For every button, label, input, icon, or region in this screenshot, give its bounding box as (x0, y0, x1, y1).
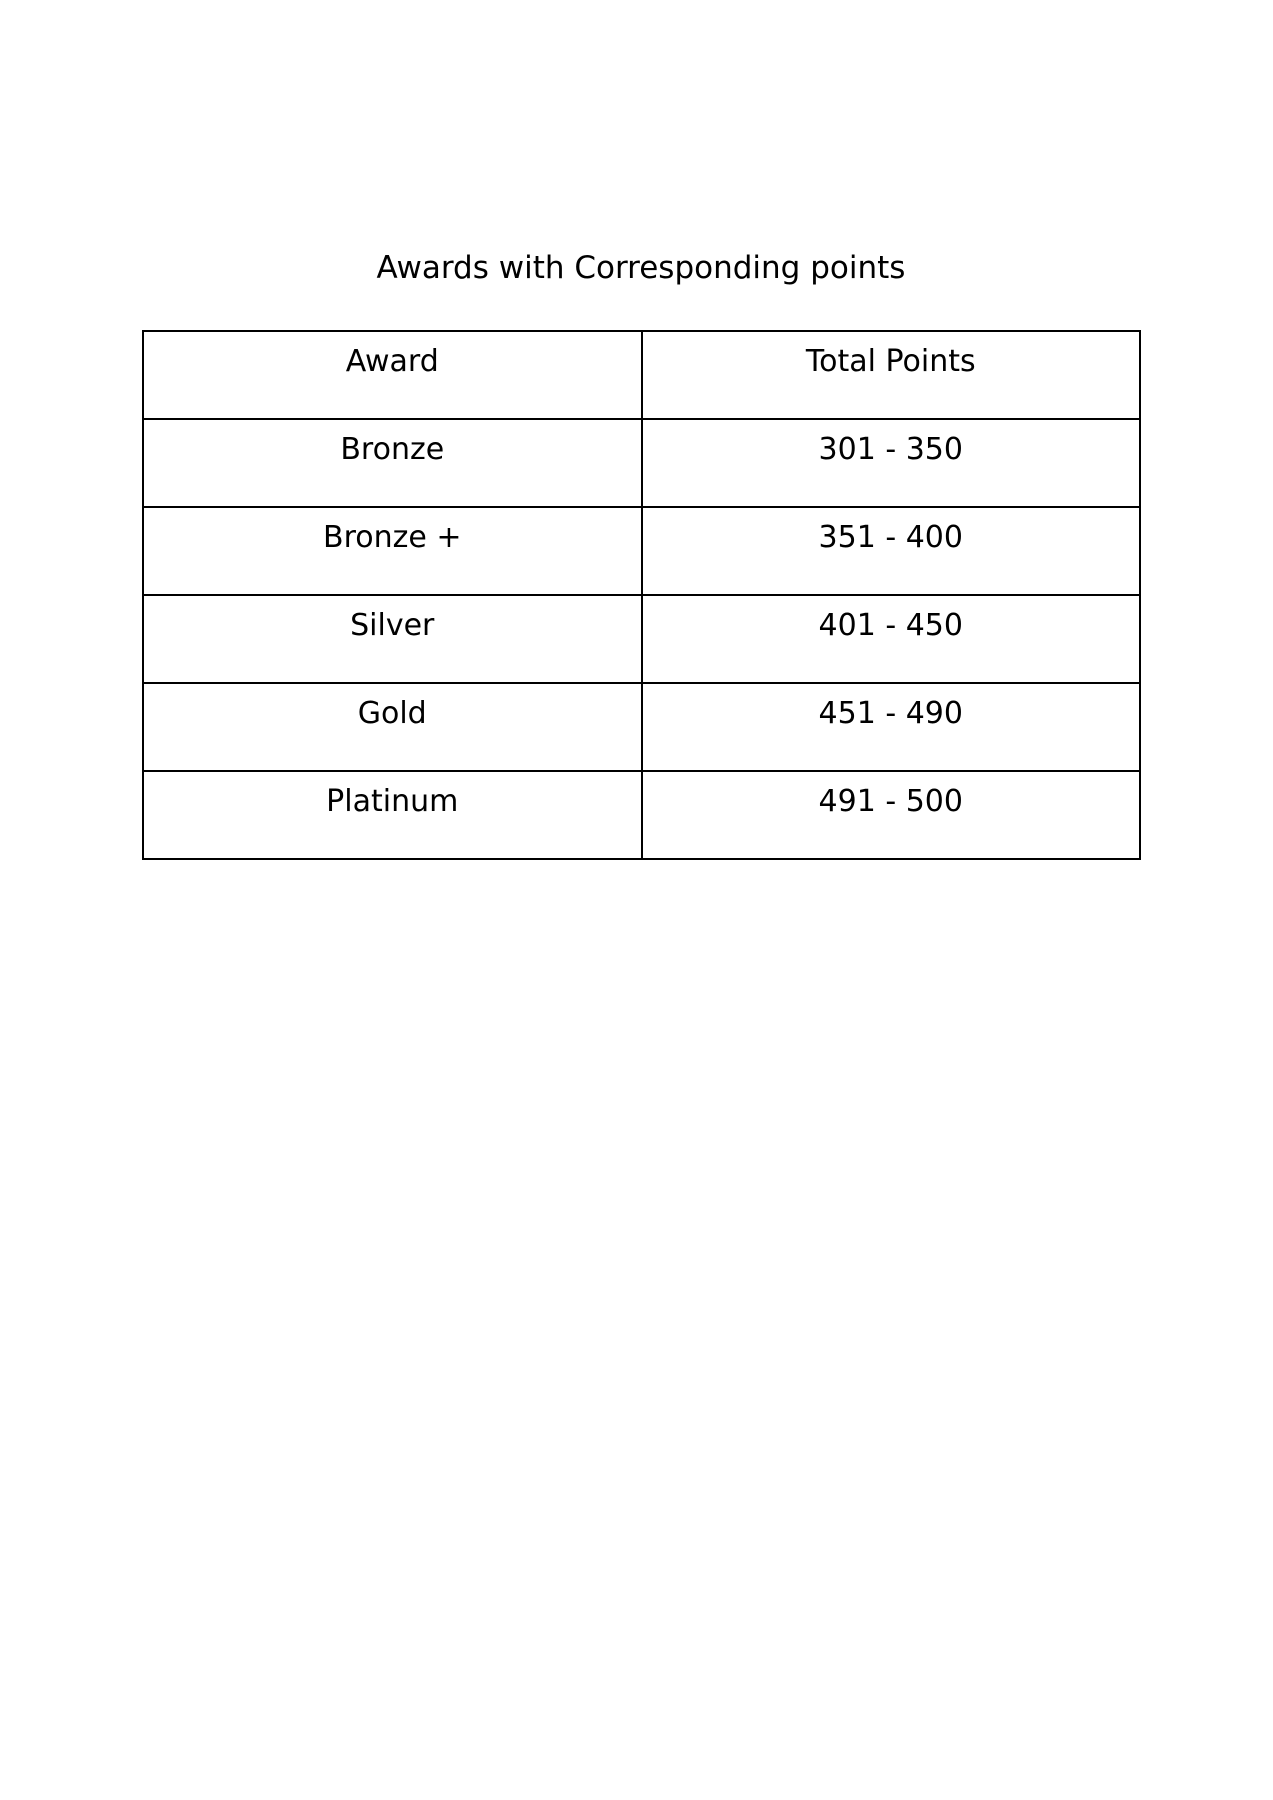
table-row (143, 683, 1140, 771)
points-cell: 491 - 500 (642, 771, 1141, 859)
header-total-points: Total Points (642, 331, 1141, 419)
table-row (143, 507, 1140, 595)
award-cell: Gold (143, 683, 642, 771)
points-cell: 351 - 400 (642, 507, 1141, 595)
table-row (143, 771, 1140, 859)
table-row (143, 595, 1140, 683)
award-cell: Bronze (143, 419, 642, 507)
points-cell: 401 - 450 (642, 595, 1141, 683)
awards-table (142, 330, 1141, 860)
points-cell: 301 - 350 (642, 419, 1141, 507)
table-header-row (143, 331, 1140, 419)
award-cell: Silver (143, 595, 642, 683)
header-award: Award (143, 331, 642, 419)
points-cell: 451 - 490 (642, 683, 1141, 771)
award-cell: Bronze + (143, 507, 642, 595)
award-cell: Platinum (143, 771, 642, 859)
table-row (143, 419, 1140, 507)
page-title: Awards with Corresponding points (376, 250, 906, 286)
